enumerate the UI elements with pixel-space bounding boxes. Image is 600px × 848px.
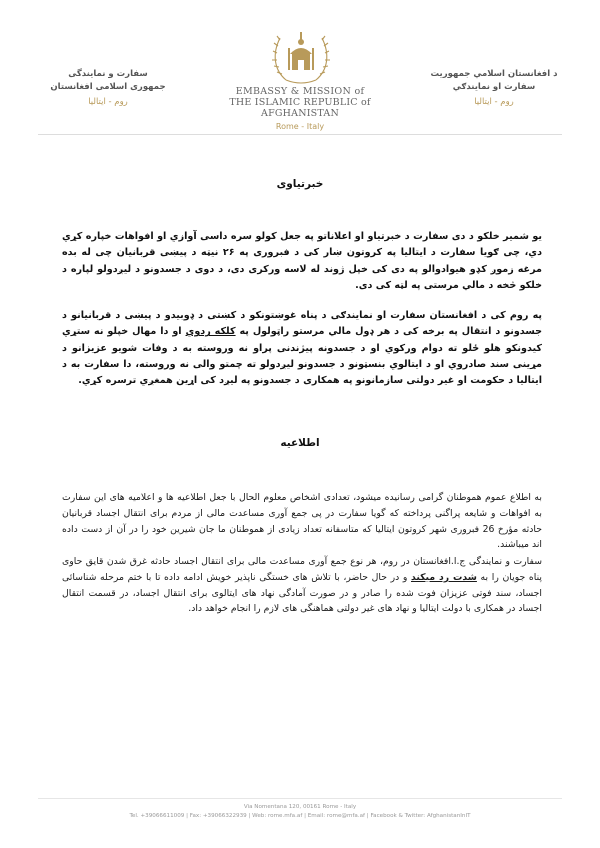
header-pashto-line1: د افغانستان اسلامي جمهوريت (430, 69, 558, 79)
afghanistan-emblem-icon (266, 20, 336, 88)
header-dari-city: روم - ایتالیا (88, 97, 128, 107)
pashto-title: خبرتیاوی (276, 178, 324, 190)
header-english-city: Rome - Italy (275, 122, 325, 131)
dari-paragraph-1: به اطلاع عموم هموطنان گرامی رسانیده میشود، تعدادی اشخاص معلوم الحال با جعل اطلاعیه ها و اعلامیه های این سفارت به افواهات و شایعه پراگنی پرداخته که گویا سفارت در پی جمع آوری مساعدت مالی از مردم برای انتقال اجساد قربانیان حادثه مؤرخ 26 فبروری شهر کروتون ایتالیا که متاسفانه تعداد زیادی از هموطنان ما جان شیرین خود را در آن از دست داده اند میباشند. (62, 492, 542, 551)
header-pashto-block (424, 68, 564, 109)
header-dari-line1: سفارت و نمایندگی (68, 69, 148, 79)
footer-divider (38, 798, 562, 799)
footer-address: Via Nomentana 120, 00161 Rome - Italy (243, 804, 357, 810)
header-dari-block (38, 68, 178, 109)
pashto-paragraph-2-underlined: کلکه ردوي (185, 326, 236, 338)
header-divider (38, 134, 562, 135)
header-pashto-line2: سفارت او نمایندګي (452, 82, 536, 92)
header-dari-line2: جمهوری اسلامی افغانستان (50, 82, 166, 92)
dari-paragraph-2-part-b: و در حال حاضر، با تلاش های خستگی ناپذیر خویش ادامه داده تا با ختم مرحله شناسائی اجساد، سند فوتی عزیزان فوت شده را صادر و در صورت آمادگی نهاد های ایتالوی برای انتقال اجساد، در قسمت انتقال اجساد در همکاری با دولت ایتالیا و نهاد های غیر دولتی هماهنگی های لازم را انجام خواهد داد. (62, 571, 542, 615)
pashto-paragraph-2-part-a: په روم کی د افغانستان سفارت او نمایندګی د پناه غوښتونکو د کښتی د ډوبیدو د پیښی د قربانیانو د جسدونو د انتقال په برخه کی د هر ډول مالي مرستو راټولول په (62, 310, 543, 338)
dari-paragraph-2 (62, 554, 542, 617)
header-pashto-city: روم - ایتالیا (474, 97, 514, 107)
header-english-block (190, 86, 410, 131)
header-english-line1: EMBASSY & MISSION of (235, 86, 365, 97)
header-english-line2: THE ISLAMIC REPUBLIC of AFGHANISTAN (229, 97, 371, 119)
pashto-paragraph-1: یو شمیر خلکو د دی سفارت د خبرتیاو او اعلاناتو په جعل کولو سره داسی آوازي او افواهات خپاره کړي دي، چی ګویا سفارت د ایتالیا په کروتون ښار کی د فبروری په ۲۶ نیټه د پیښی قربانیان چی له بده مرغه زموږ کډو هیوادوالو په دی کی خپل ژوند له لاسه ورکری دی، د دوی د جسدونو د لیږدولو لپاره د خلکو څخه د مالي مرستی په لټه کی دی. (62, 231, 542, 291)
pashto-paragraph-2 (62, 308, 542, 389)
pashto-paragraph-2-part-b: او دا مهال خپلو نه ستړي کیدونکو هلو ځلو ته دوام ورکوي او د جسدونه پیژندنی پراو نه وروسته به د وفات شویو عزیزانو د مړینی سند صادروي او د ایتالوي بنسټونو د جسدونو لیږدولو ته چمتو والی نه وروسته، دا سفارت به د ایتالیا د حکومت او غیر دولتی سازمانونو په همکاری د جسدونو په لیږد کی اړین همغږي ترسره کړي. (62, 326, 542, 387)
dari-title: اطلاعیه (280, 437, 320, 449)
dari-paragraph-2-part-a: سفارت و نمایندگی ج.ا.افغانستان در روم، هر نوع جمع آوری مساعدت مالی برای انتقال اجساد حادثه غرق شدن قایق حاوی پناه جویان را به (62, 556, 542, 583)
dari-paragraph-2-underlined: شدت رد میکند (410, 571, 477, 583)
footer-contacts: Tel. +39066611009 | Fax: +39066322939 | Web: rome.mfa.af | Email: rome@mfa.af | Facebook & Twitter: AfghanistanInIT (129, 813, 471, 819)
